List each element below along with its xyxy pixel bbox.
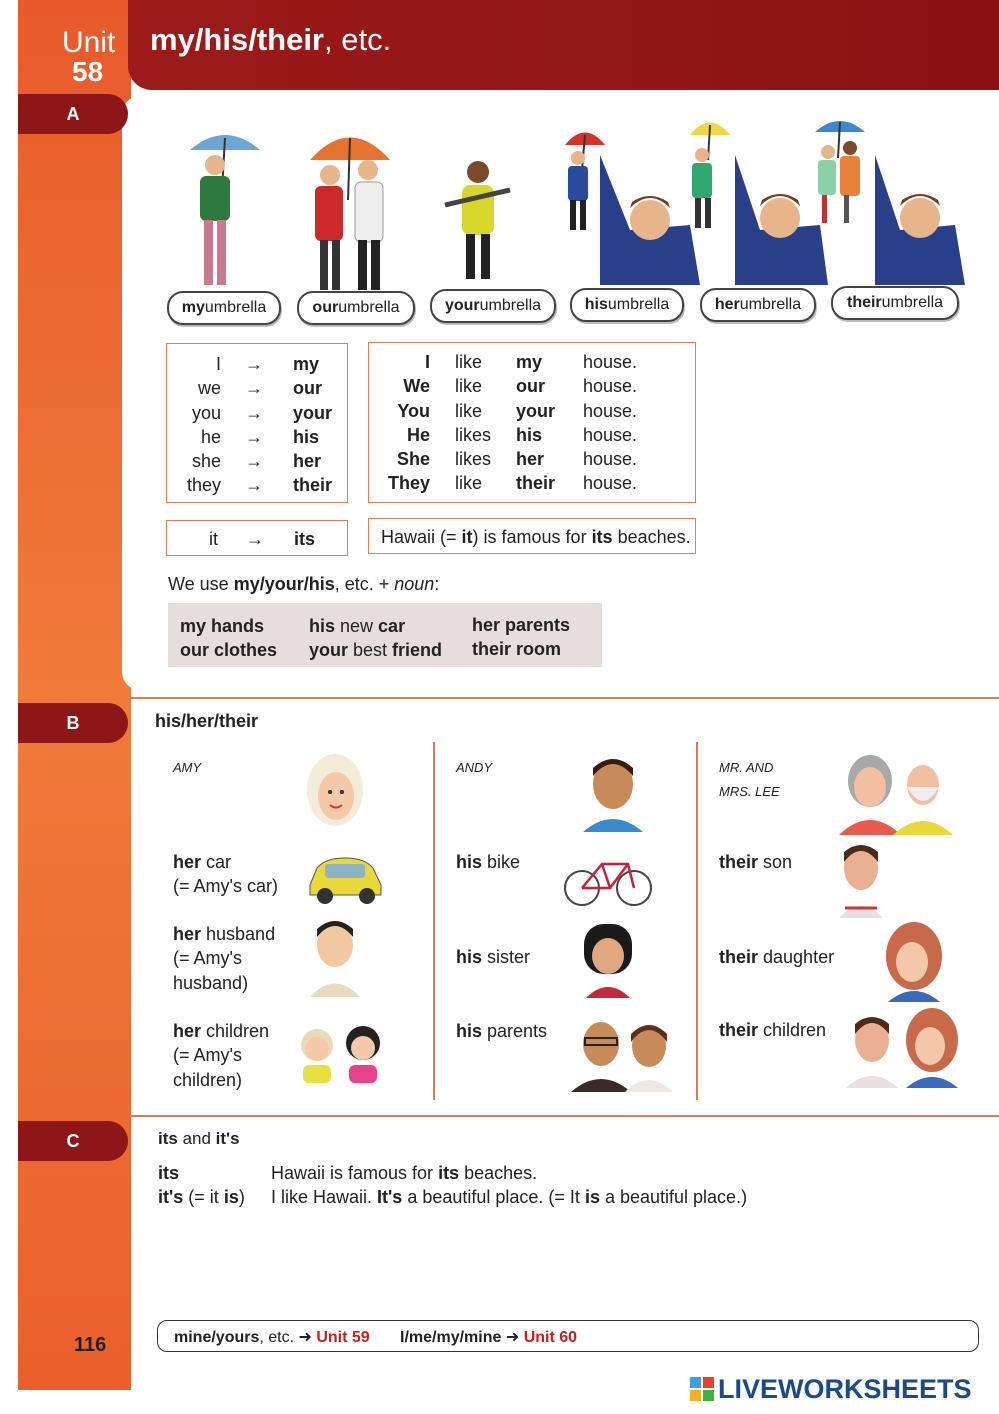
sister-face-image [578, 918, 638, 998]
noun-rule: We use my/your/his, etc. + noun: [168, 574, 440, 594]
caption-his-umbrella: his umbrella [570, 288, 684, 322]
its-is-example: I like Hawaii. It's a beautiful place. (= It is a beautiful place.) [271, 1187, 748, 1207]
person-closed-umbrella [445, 161, 510, 279]
children-faces-image [295, 1015, 395, 1085]
man-waving-his-umbrella [565, 133, 700, 286]
section-c-tab: C [18, 1121, 128, 1161]
brand-text: LIVEWORKSHEETS [718, 1374, 972, 1404]
section-b-tab: B [18, 703, 128, 743]
arrow-icon: → [246, 529, 264, 549]
section-divider [130, 697, 999, 699]
man-waving-their-umbrella [815, 121, 965, 285]
amy-label: AMY [173, 760, 202, 775]
person-with-umbrella [190, 135, 260, 285]
man-waving-her-umbrella [690, 123, 828, 286]
her-car-text: her car (= Amy's car) [173, 852, 278, 897]
his-parents-text: his parents [456, 1021, 548, 1041]
arrow-icon: → [245, 426, 263, 447]
andy-face-image [578, 748, 648, 832]
sentence-possessive-column: my our your his her their [516, 352, 556, 494]
section-a-tab: A [18, 94, 128, 134]
its-is-label: it's (= it is) [158, 1187, 245, 1207]
his-sister-text: his sister [456, 947, 531, 967]
arrow-column [245, 352, 263, 498]
cross-reference-bar [157, 1320, 979, 1352]
cross-reference-link-unit-60[interactable]: I/me/my/mine ➜ Unit 60 [400, 1329, 578, 1346]
lee-children-faces-image [840, 1004, 965, 1088]
section-b-heading: his/her/their [155, 711, 259, 731]
her-children-text: her children (= Amy's children) [173, 1021, 270, 1090]
page-number: 116 [74, 1334, 107, 1356]
its-box: it → its [166, 520, 348, 556]
section-divider [130, 1115, 999, 1117]
liveworksheets-logo[interactable] [690, 1374, 972, 1405]
their-son-text: their son [719, 852, 793, 872]
arrow-right-icon: ➜ [298, 1329, 312, 1346]
lees-label: MR. AND MRS. LEE [719, 760, 780, 799]
their-daughter-text: their daughter [719, 947, 835, 967]
noun-example-col-2: his new car your best friend [309, 616, 443, 661]
bike-image [562, 850, 656, 908]
caption-our-umbrella: our umbrella [297, 291, 415, 325]
arrow-icon: → [245, 354, 263, 374]
caption-my-umbrella: my umbrella [167, 291, 281, 325]
car-image [305, 850, 385, 906]
column-divider [433, 742, 435, 1100]
page-title: my/his/their, etc. [150, 22, 392, 57]
subject-column: I We You He She They [387, 352, 430, 494]
mr-mrs-lee-faces-image [835, 745, 955, 835]
verb-column: like like like likes likes like [455, 352, 492, 494]
caption-your-umbrella: your umbrella [430, 289, 556, 323]
arrow-icon: → [245, 451, 263, 472]
noun-example-col-3: her parents their room [472, 615, 571, 660]
arrow-icon: → [245, 378, 263, 399]
section-c-heading: its and it's [158, 1129, 240, 1148]
caption-their-umbrella: their umbrella [831, 286, 959, 320]
son-face-image [833, 838, 888, 918]
pronoun-column: I we you he she they [186, 354, 221, 496]
amy-face-image [300, 750, 370, 834]
unit-number: 58 [72, 56, 104, 87]
noun-example-col-1: my hands our clothes [180, 616, 278, 661]
liveworksheets-logo-icon [690, 1377, 716, 1403]
cross-reference-link-unit-59[interactable]: mine/yours, etc. ➜ Unit 59 [174, 1329, 370, 1346]
couple-with-umbrella [310, 138, 390, 291]
arrow-icon: → [245, 475, 263, 496]
sidebar-strip [18, 0, 131, 1390]
their-children-text: their children [719, 1020, 827, 1040]
daughter-face-image [882, 918, 946, 1002]
object-column: house. house. house. house. house. house. [583, 352, 638, 494]
unit-label: Unit [62, 26, 116, 59]
arrow-right-icon: ➜ [505, 1329, 520, 1346]
column-divider [696, 742, 698, 1100]
possessive-column: my our your his her their [293, 354, 333, 496]
parents-faces-image [565, 1012, 680, 1092]
caption-her-umbrella: her umbrella [700, 288, 816, 322]
his-bike-text: his bike [456, 852, 521, 872]
her-husband-text: her husband (= Amy's husband) [173, 924, 276, 993]
husband-face-image [305, 915, 365, 997]
arrow-icon: → [245, 402, 263, 423]
andy-label: ANDY [456, 760, 493, 775]
its-example: Hawaii is famous for its beaches. [271, 1163, 538, 1183]
hawaii-example-box: Hawaii (= it) is famous for its beaches. [368, 518, 696, 554]
its-label: its [158, 1163, 180, 1183]
umbrella-illustrations [160, 110, 970, 310]
